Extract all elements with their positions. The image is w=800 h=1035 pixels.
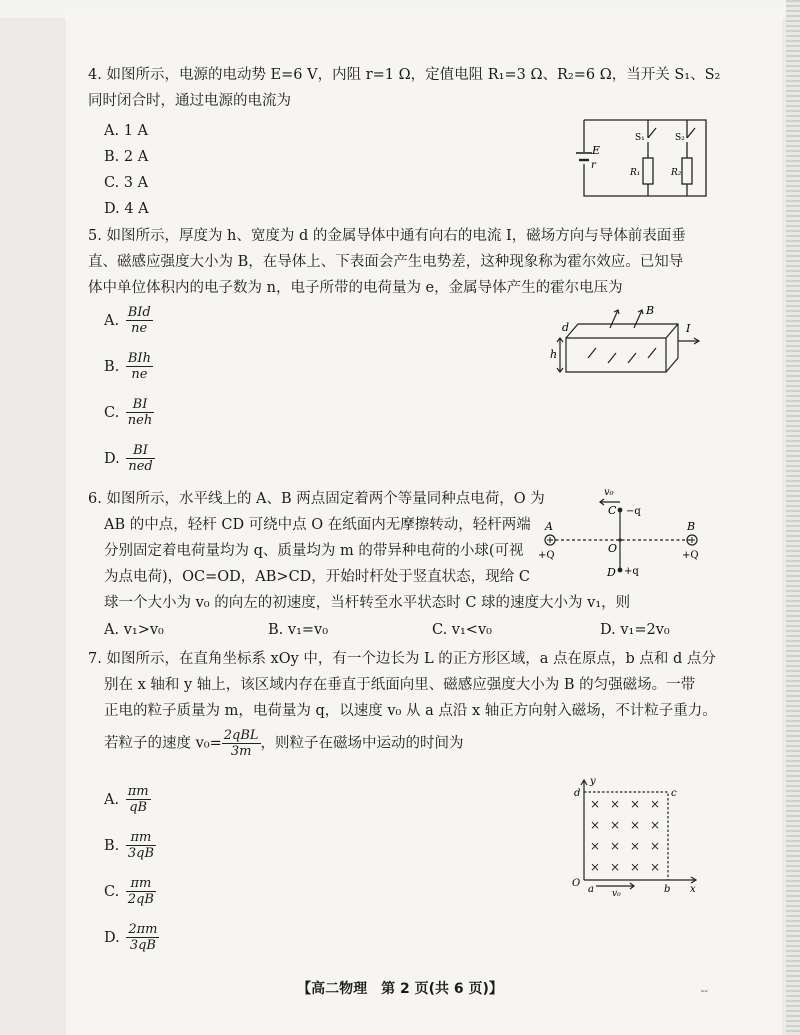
q6-label-d: D [607,566,616,579]
q7-cross: × [590,797,601,811]
q7-cross: × [630,860,641,874]
q7-option-b-denominator: 3qB [127,846,155,861]
q5-label-b: B [646,304,655,317]
q6-stem-line-3: 分别固定着电荷量均为 q、质量均为 m 的带异种电荷的小球(可视 [104,543,524,559]
q4-stem-line-2: 同时闭合时，通过电源的电流为 [88,93,291,109]
q7-cross: × [650,860,661,874]
q7-label-d: d [574,788,581,799]
q7-cross: × [610,860,621,874]
q5-option-d-label: D. [104,450,120,467]
q4-label-r1: R₁ [630,168,641,178]
q7-option-d-denominator: 3qB [129,938,156,953]
q7-cross: × [610,839,621,853]
q5-label-h: h [550,348,558,361]
q5-option-c-numerator: BI [126,397,154,413]
q6-stem-line-5: 球一个大小为 v₀ 的向左的初速度，当杆转至水平状态时 C 球的速度大小为 v₁，则 [104,595,631,611]
q7-option-c-denominator: 2qB [127,892,154,907]
q6-stem-line-2: AB 的中点，轻杆 CD 可绕中点 O 在纸面内无摩擦转动，轻杆两端 [104,517,531,533]
q5-option-a-numerator: BId [127,305,151,320]
q6-stem-line-1: 6. 如图所示，水平线上的 A、B 两点固定着两个等量同种点电荷，O 为 [88,491,545,507]
question-5-stem [88,223,738,301]
q7-cross: × [630,818,641,832]
q7-cross: × [610,797,621,811]
q7-magnetic-field-diagram [566,774,706,898]
q5-option-a-denominator: ne [131,321,148,336]
q7-stem-line-4 [88,728,748,759]
q7-option-d-numerator: 2πm [128,922,158,937]
q5-option-d [104,443,155,474]
q6-label-a: A [545,520,553,533]
q7-option-c [104,876,156,907]
q4-option-d: D. 4 A [104,201,149,217]
q7-stem-line-3: 正电的粒子质量为 m，电荷量为 q，以速度 v₀ 从 a 点沿 x 轴正方向射入磁场，不计粒子重力。 [104,703,717,719]
q7-label-c: c [671,788,677,799]
q7-stem-line-1: 7. 如图所示，在直角坐标系 xOy 中，有一个边长为 L 的正方形区域，a 点在原点，b 点和 d 点分 [88,651,716,667]
q5-option-c [104,397,154,428]
q5-option-b [104,351,153,382]
q5-option-d-numerator: BI [126,443,154,459]
scan-edge-right [786,0,800,1035]
q7-cross: × [610,818,621,832]
q6-label-o: O [608,542,618,555]
q7-label-v0: v₀ [612,889,621,898]
q7-cross: × [630,797,641,811]
q7-option-c-fraction [126,876,156,907]
q7-option-a [104,784,151,815]
q6-label-b: B [687,520,696,533]
q7-option-d-label: D. [104,929,120,946]
q5-option-b-label: B. [104,358,120,375]
q5-option-c-label: C. [104,404,120,421]
q7-cross: × [650,797,661,811]
q6-option-c: C. v₁<v₀ [432,622,492,638]
page-footer: 【高二物理 第 2 页(共 6 页)】 [297,981,503,997]
q5-stem-line-1: 5. 如图所示，厚度为 h、宽度为 d 的金属导体中通有向右的电流 I，磁场方向与导体前表面垂 [88,228,686,244]
q4-circuit-diagram [566,112,726,204]
q5-hall-effect-diagram [548,300,713,380]
q7-option-b-numerator: πm [126,830,156,846]
q5-stem-line-3: 体中单位体积内的电子数为 n，电子所带的电荷量为 e，金属导体产生的霍尔电压为 [88,280,623,296]
q5-option-a-label: A. [104,312,120,329]
q5-option-b-numerator: BIh [127,351,151,366]
q7-cross: × [590,839,601,853]
q5-label-d: d [562,321,570,334]
q5-option-b-fraction [126,351,153,382]
q4-label-e: E [592,144,601,157]
q6-label-plus-q: +q [624,566,639,577]
q5-option-a [104,305,153,336]
q6-option-b: B. v₁=v₀ [268,622,329,638]
q6-option-a: A. v₁>v₀ [104,622,164,638]
q6-label-c: C [608,504,617,517]
q5-option-d-denominator: ned [128,459,153,474]
q7-field-crosses [590,797,660,874]
q7-cross: × [630,839,641,853]
q4-option-a: A. 1 A [104,123,148,139]
q7-velocity-numerator: 2qBL [223,728,259,743]
q4-label-s2: S₂ [675,133,685,143]
q7-option-d-fraction [126,922,159,953]
q7-velocity-fraction [222,728,261,759]
q7-stem-line-2: 别在 x 轴和 y 轴上，该区域内存在垂直于纸面向里、磁感应强度大小为 B 的匀强磁场。一带 [104,677,696,693]
q6-charges-diagram [536,484,716,582]
q4-label-r2: R₂ [671,168,682,178]
q4-stem-line-1: 4. 如图所示，电源的电动势 E=6 V，内阻 r=1 Ω，定值电阻 R₁=3 Ω、R₂=6 Ω，当开关 S₁、S₂ [88,67,721,83]
q5-option-a-fraction [126,305,153,336]
q7-option-a-fraction [126,784,151,815]
q7-label-x: x [690,884,696,895]
q7-stem-line-4-post: ，则粒子在磁场中运动的时间为 [260,735,464,752]
footer-dash-mark: -- [700,984,708,997]
q7-option-c-numerator: πm [126,876,156,892]
q5-option-d-fraction [126,443,154,474]
q5-option-c-denominator: neh [127,413,153,428]
q7-label-y: y [590,776,596,787]
q5-option-b-denominator: ne [131,367,148,382]
q7-option-b [104,830,156,861]
q7-option-a-label: A. [104,791,120,808]
q6-label-minus-q: −q [626,506,641,517]
q7-option-a-numerator: πm [127,784,149,799]
q6-label-v0: v₀ [604,487,614,498]
question-7-stem [88,646,748,759]
q6-label-plus-q-left: +Q [538,550,555,561]
q7-cross: × [650,818,661,832]
q5-stem-line-2: 直、磁感应强度大小为 B，在导体上、下表面会产生电势差，这种现象称为霍尔效应。已知导 [88,254,684,270]
q7-cross: × [650,839,661,853]
q7-stem-line-4-pre: 若粒子的速度 v₀= [104,735,222,752]
q7-label-a: a [588,884,594,895]
q6-label-plus-q-right: +Q [682,550,699,561]
q5-option-c-fraction [126,397,154,428]
q7-cross: × [590,860,601,874]
q7-velocity-denominator: 3m [230,744,252,759]
q7-option-b-fraction [126,830,156,861]
q4-option-c: C. 3 A [104,175,149,191]
question-4-stem [88,62,728,114]
q7-option-b-label: B. [104,837,120,854]
q7-option-c-label: C. [104,883,120,900]
q7-label-b: b [664,884,671,895]
q5-label-i: I [686,322,691,335]
q7-option-a-denominator: qB [129,800,148,815]
q7-option-d [104,922,159,953]
q4-label-r: r [591,160,596,171]
q6-stem-line-4: 为点电荷)，OC=OD，AB>CD，开始时杆处于竖直状态，现给 C [104,569,530,585]
q6-option-d: D. v₁=2v₀ [600,622,670,638]
q4-label-s1: S₁ [635,133,645,143]
q7-label-o: O [572,878,581,889]
q4-option-b: B. 2 A [104,149,149,165]
q7-cross: × [590,818,601,832]
